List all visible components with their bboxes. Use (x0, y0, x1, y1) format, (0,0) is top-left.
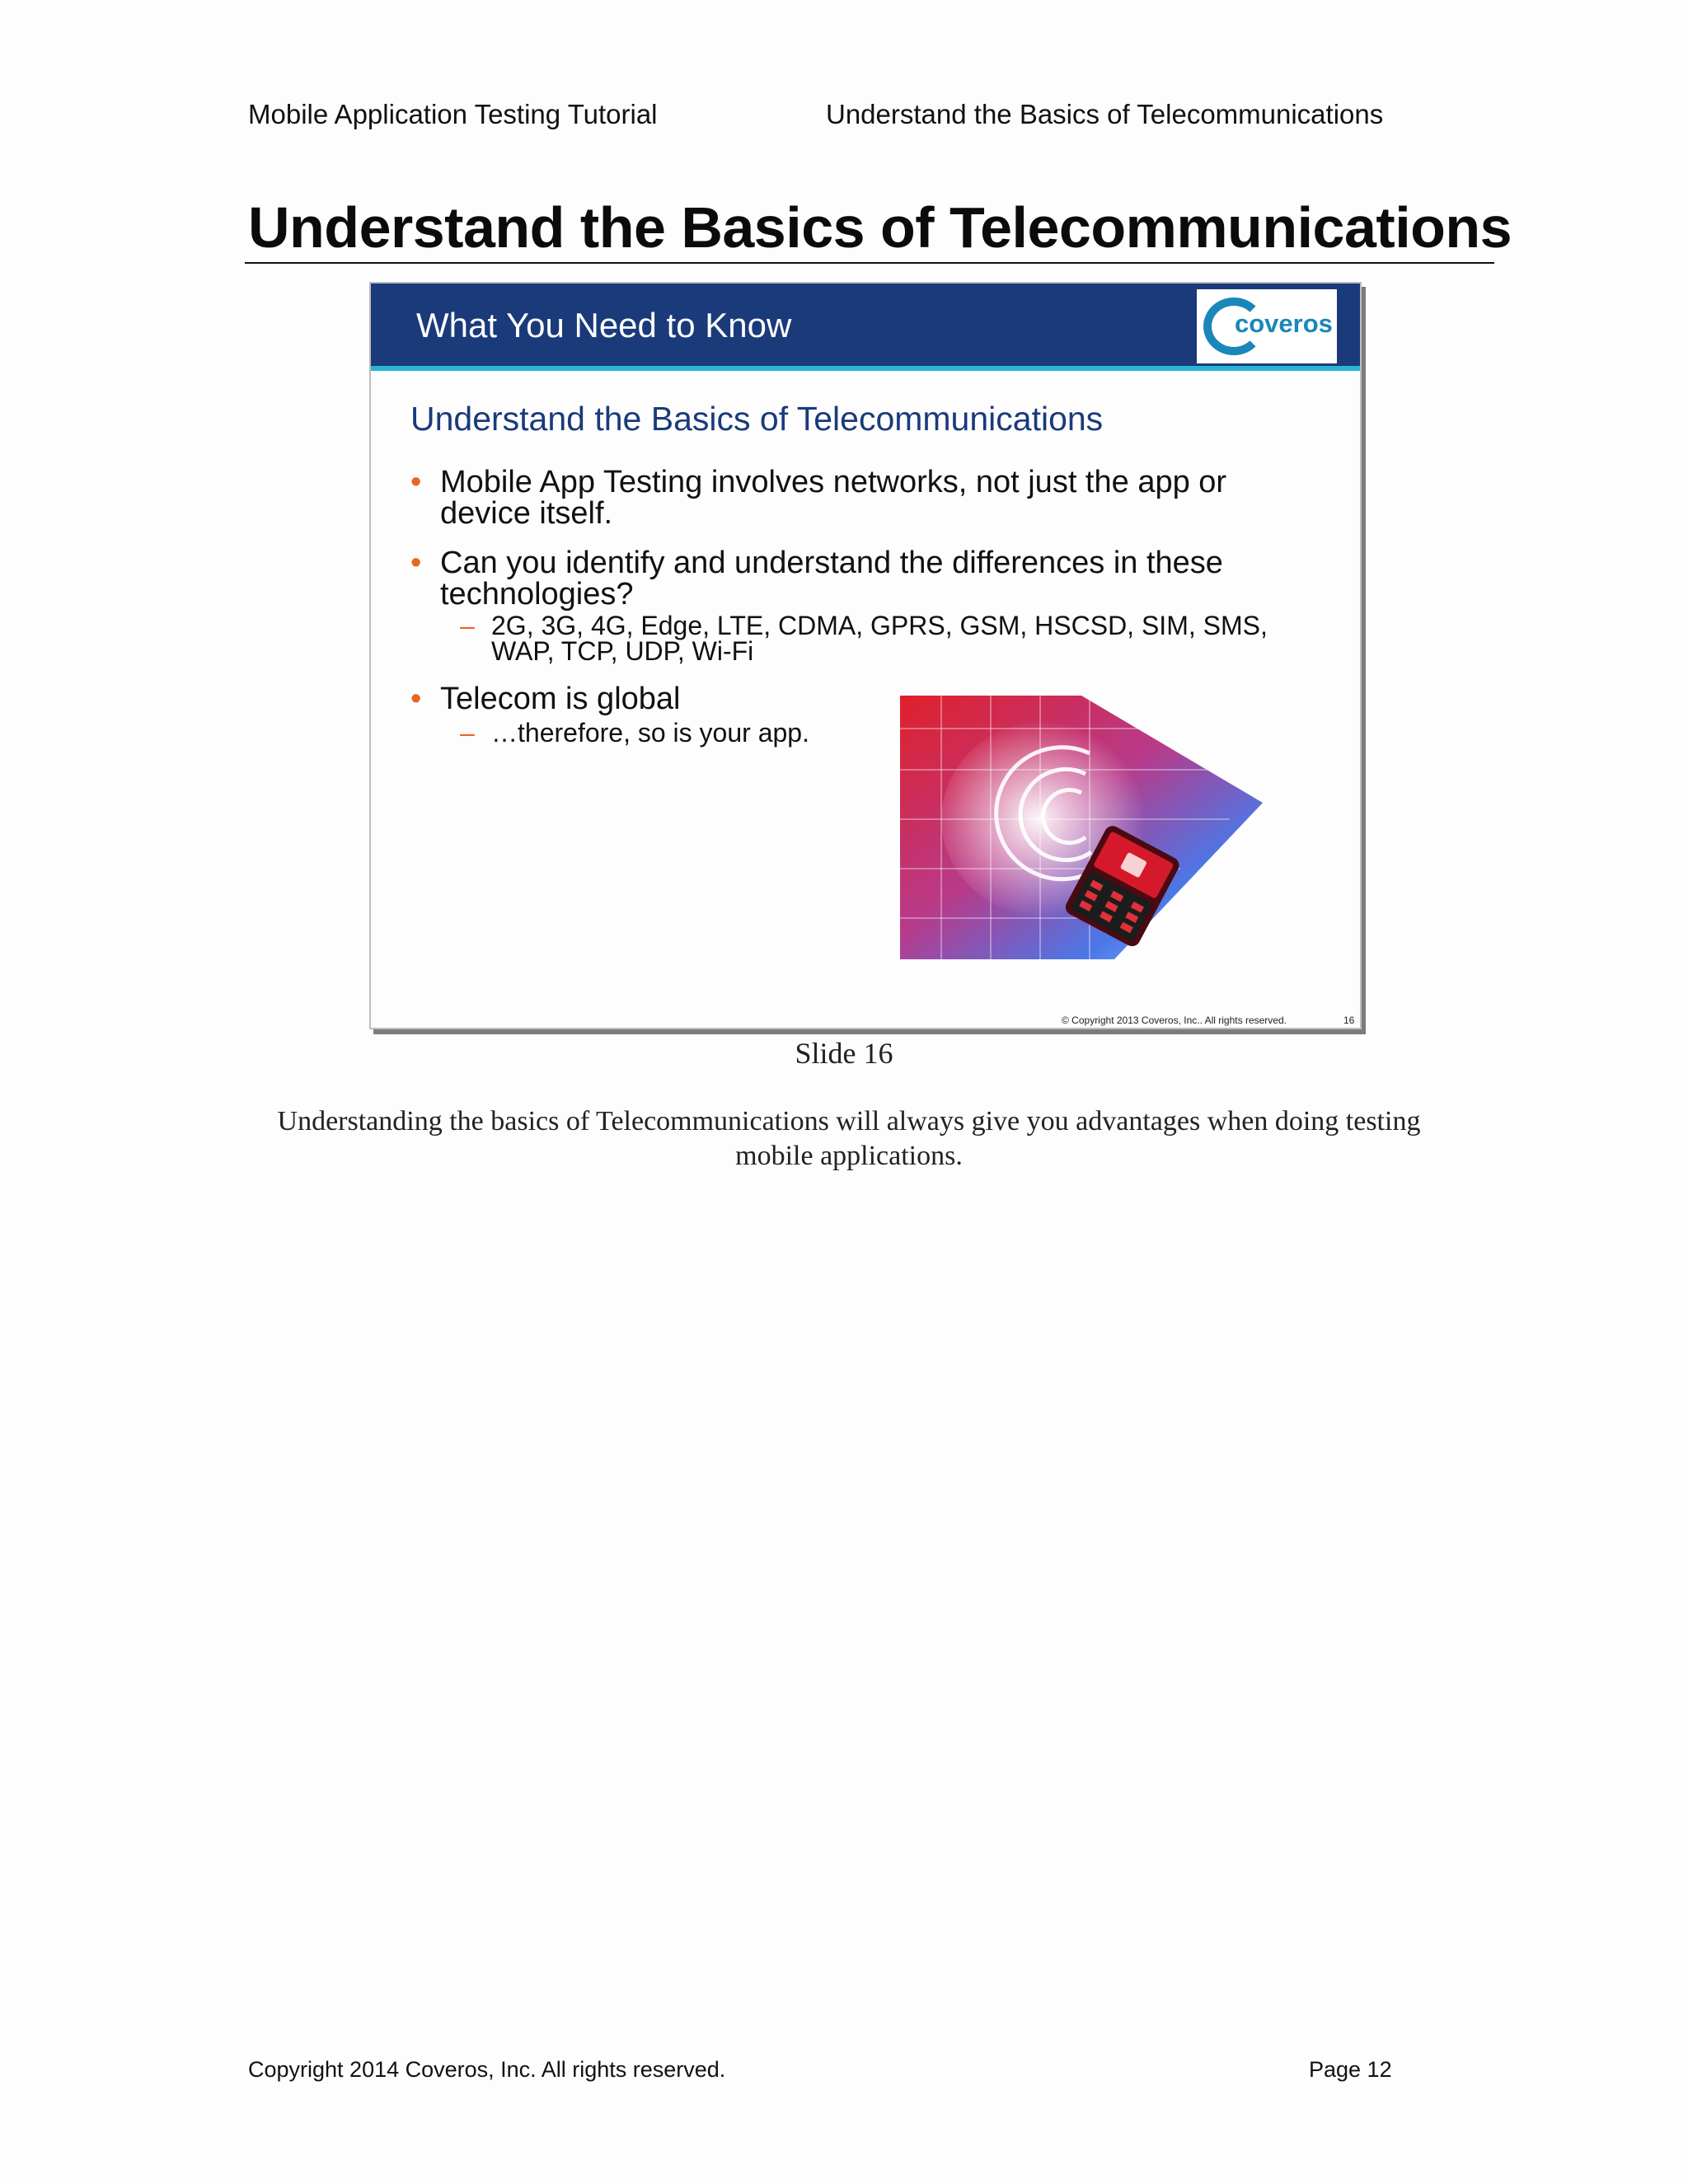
dash-icon: – (460, 718, 475, 748)
slide-header-bar (371, 284, 1360, 371)
logo-text: coveros (1235, 309, 1333, 338)
running-header-right: Understand the Basics of Telecommunications (826, 99, 1384, 129)
bullet-text: Can you identify and understand the differences in these technologies? (440, 546, 1223, 612)
coveros-logo (1197, 289, 1337, 363)
footer-copyright: Copyright 2014 Coveros, Inc. All rights reserved. (248, 2057, 726, 2082)
sub-bullet-text: …therefore, so is your app. (491, 718, 809, 748)
body-paragraph: Understanding the basics of Telecommunications will always give you advantages when doing testing mobile applications. (277, 1106, 1421, 1171)
telecom-phone-illustration (900, 696, 1274, 964)
bullet-icon: • (410, 682, 422, 716)
slide-number: 16 (1343, 1015, 1355, 1026)
bullet-text: Mobile App Testing involves networks, not just the app or device itself. (440, 465, 1227, 531)
slide-header-title: What You Need to Know (416, 306, 792, 344)
sub-bullet-text: 2G, 3G, 4G, Edge, LTE, CDMA, GPRS, GSM, HSCSD, SIM, SMS, WAP, TCP, UDP, Wi-Fi (491, 611, 1268, 666)
bullet-text: Telecom is global (440, 682, 681, 716)
running-header-left: Mobile Application Testing Tutorial (248, 99, 658, 129)
dash-icon: – (460, 611, 475, 640)
bullet-icon: • (410, 546, 422, 580)
slide-image (369, 282, 1362, 1029)
slide-copyright: © Copyright 2013 Coveros, Inc.. All rights reserved. (1062, 1015, 1287, 1026)
slide-caption: Slide 16 (795, 1037, 893, 1070)
page-title: Understand the Basics of Telecommunications (248, 195, 1512, 260)
slide-subtitle: Understand the Basics of Telecommunications (410, 400, 1104, 438)
footer-page-number: Page 12 (1309, 2057, 1392, 2082)
bullet-icon: • (410, 465, 422, 499)
title-divider (245, 262, 1494, 264)
